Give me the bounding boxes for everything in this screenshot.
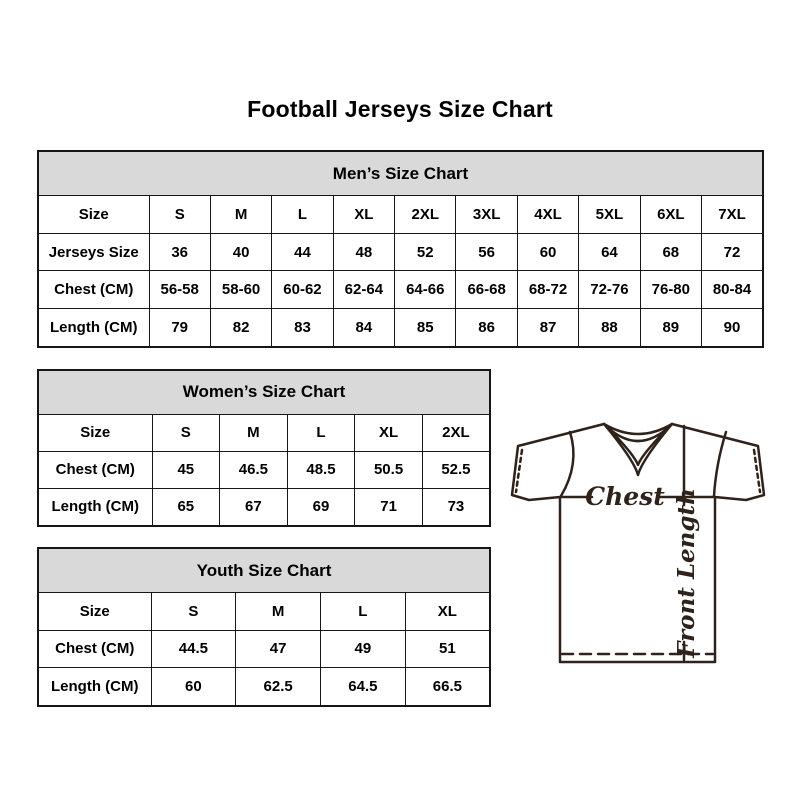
cell: 44 — [272, 233, 333, 271]
cell: 72-76 — [579, 271, 640, 309]
cell: 76-80 — [640, 271, 701, 309]
cell: 3XL — [456, 196, 517, 234]
table-row — [38, 308, 763, 347]
cell: S — [151, 593, 236, 630]
cell: 71 — [355, 488, 423, 526]
table-header: Men’s Size Chart — [38, 151, 763, 196]
right-armhole-seam — [714, 432, 726, 496]
cell: 83 — [272, 308, 333, 347]
cell: 56 — [456, 233, 517, 271]
collar-inner-v — [606, 426, 670, 465]
row-label: Length (CM) — [38, 668, 151, 707]
cell: 58-60 — [210, 271, 271, 309]
cell: L — [287, 414, 355, 451]
cell: 87 — [517, 308, 578, 347]
cell: 45 — [152, 451, 220, 488]
table-header: Women’s Size Chart — [38, 370, 490, 414]
cell: 2XL — [422, 414, 490, 451]
cell: 40 — [210, 233, 271, 271]
cell: 72 — [702, 233, 763, 271]
front-length-measure-label: Front Length — [673, 488, 700, 658]
mens-size-table — [37, 150, 764, 348]
jersey-measurement-diagram — [498, 402, 798, 672]
cell: 69 — [287, 488, 355, 526]
cell: 89 — [640, 308, 701, 347]
cell: 48 — [333, 233, 394, 271]
cell: 85 — [395, 308, 456, 347]
table-row — [38, 630, 490, 667]
cell: XL — [333, 196, 394, 234]
table-row — [38, 488, 490, 526]
cell: 44.5 — [151, 630, 236, 667]
jersey-outline — [512, 424, 764, 662]
cell: 7XL — [702, 196, 763, 234]
cell: 49 — [321, 630, 406, 667]
row-label: Length (CM) — [38, 488, 152, 526]
row-label: Chest (CM) — [38, 271, 149, 309]
cell: 6XL — [640, 196, 701, 234]
cell: 82 — [210, 308, 271, 347]
chest-measure-label: Chest — [585, 482, 665, 511]
cell: 2XL — [395, 196, 456, 234]
table-row — [38, 196, 763, 234]
cell: L — [321, 593, 406, 630]
cell: 67 — [220, 488, 288, 526]
cell: 73 — [422, 488, 490, 526]
row-label: Chest (CM) — [38, 630, 151, 667]
women-size-chart-table — [37, 369, 491, 527]
cell: 4XL — [517, 196, 578, 234]
cell: 52 — [395, 233, 456, 271]
cell: M — [210, 196, 271, 234]
cell: 84 — [333, 308, 394, 347]
cell: M — [236, 593, 321, 630]
cell: 36 — [149, 233, 210, 271]
cell: L — [272, 196, 333, 234]
cell: XL — [405, 593, 490, 630]
cell: 62.5 — [236, 668, 321, 707]
cell: 62-64 — [333, 271, 394, 309]
cell: 46.5 — [220, 451, 288, 488]
cell: 79 — [149, 308, 210, 347]
row-label: Chest (CM) — [38, 451, 152, 488]
row-label: Size — [38, 593, 151, 630]
table-row — [38, 668, 490, 707]
cell: 5XL — [579, 196, 640, 234]
table-row — [38, 233, 763, 271]
table-row — [38, 271, 763, 309]
cell: XL — [355, 414, 423, 451]
cell: 52.5 — [422, 451, 490, 488]
table-row — [38, 414, 490, 451]
row-label: Length (CM) — [38, 308, 149, 347]
youth-size-chart-table — [37, 547, 491, 707]
cell: 51 — [405, 630, 490, 667]
table-header-row — [38, 548, 490, 593]
cell: 60-62 — [272, 271, 333, 309]
cell: S — [149, 196, 210, 234]
cell: M — [220, 414, 288, 451]
cell: 60 — [517, 233, 578, 271]
youth-size-table — [37, 547, 491, 707]
cell: S — [152, 414, 220, 451]
cell: 88 — [579, 308, 640, 347]
table-header-row — [38, 151, 763, 196]
cell: 47 — [236, 630, 321, 667]
cell: 50.5 — [355, 451, 423, 488]
cell: 66.5 — [405, 668, 490, 707]
cell: 80-84 — [702, 271, 763, 309]
table-row — [38, 593, 490, 630]
cell: 64.5 — [321, 668, 406, 707]
men-size-chart-table — [37, 150, 764, 348]
womens-size-table — [37, 369, 491, 527]
table-header: Youth Size Chart — [38, 548, 490, 593]
cell: 68 — [640, 233, 701, 271]
table-row — [38, 451, 490, 488]
left-armhole-seam — [561, 432, 573, 496]
row-label: Jerseys Size — [38, 233, 149, 271]
cell: 66-68 — [456, 271, 517, 309]
cell: 90 — [702, 308, 763, 347]
cell: 86 — [456, 308, 517, 347]
table-header-row — [38, 370, 490, 414]
cell: 60 — [151, 668, 236, 707]
row-label: Size — [38, 414, 152, 451]
row-label: Size — [38, 196, 149, 234]
cell: 64-66 — [395, 271, 456, 309]
cell: 64 — [579, 233, 640, 271]
cell: 48.5 — [287, 451, 355, 488]
cell: 68-72 — [517, 271, 578, 309]
page-title: Football Jerseys Size Chart — [247, 96, 553, 122]
cell: 65 — [152, 488, 220, 526]
cell: 56-58 — [149, 271, 210, 309]
